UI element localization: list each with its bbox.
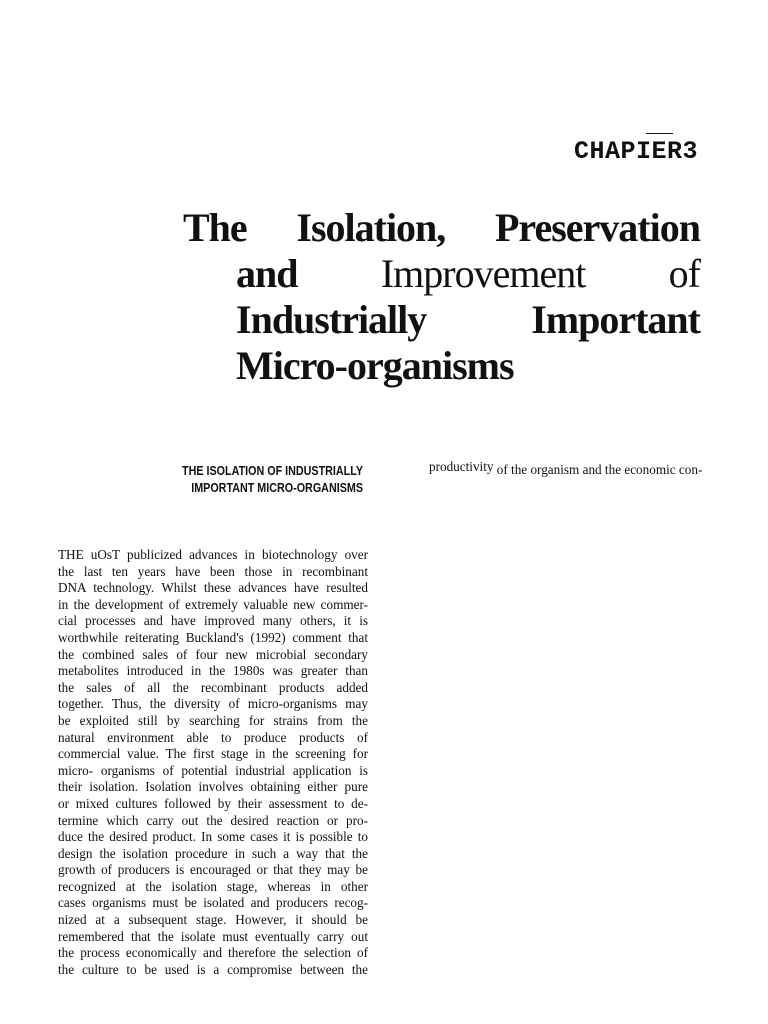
title-line-1 bbox=[183, 205, 700, 251]
body-line: micro- organisms of potential industrial application is bbox=[58, 762, 368, 778]
body-line: commercial value. The first stage in the screening for bbox=[58, 746, 368, 762]
title-word: The bbox=[183, 205, 247, 250]
body-line: in the development of extremely valuable new commer- bbox=[58, 596, 368, 612]
body-line: THE uOsT publicized advances in biotechnology over bbox=[58, 547, 368, 562]
title-word: Improvement bbox=[380, 251, 586, 296]
title-line-3 bbox=[183, 297, 700, 343]
body-text-fragment: productivity bbox=[429, 459, 494, 474]
chapter-label-text: CHAPIER3 bbox=[573, 137, 698, 166]
body-line: or mixed cultures followed by their assessment to de- bbox=[58, 795, 368, 811]
body-line: the last ten years have been those in recombinant bbox=[58, 563, 368, 579]
section-heading-line: IMPORTANT MICRO-ORGANISMS bbox=[191, 481, 363, 495]
title-word: Micro-organisms bbox=[236, 343, 514, 388]
body-line: duce the desired product. In some cases it is possible to bbox=[58, 829, 368, 845]
body-column-left bbox=[58, 547, 368, 978]
body-line: together. Thus, the diversity of micro-organisms may bbox=[58, 696, 368, 712]
body-line: worthwhile reiterating Buckland's (1992) comment that bbox=[58, 629, 368, 645]
chapter-label bbox=[574, 137, 698, 166]
body-line: the combined sales of four new microbial secondary bbox=[58, 646, 368, 662]
title-line-2 bbox=[183, 251, 700, 297]
title-line-4 bbox=[183, 343, 700, 389]
body-text-fragment: of the organism and the economic con- bbox=[493, 462, 703, 477]
body-line: metabolites introduced in the 1980s was greater than bbox=[58, 663, 368, 679]
title-word: Industrially bbox=[236, 297, 427, 342]
title-word: Preservation bbox=[495, 205, 700, 250]
title-word: and bbox=[236, 251, 298, 296]
chapter-label-overbar bbox=[646, 133, 673, 134]
body-line: their isolation. Isolation involves obtaining either pure bbox=[58, 779, 368, 795]
body-line: the culture to be used is a compromise between the bbox=[58, 961, 368, 977]
body-line: cases organisms must be isolated and producers recog- bbox=[58, 895, 368, 911]
body-line: cial processes and have improved many others, it is bbox=[58, 613, 368, 629]
body-line: natural environment able to produce products of bbox=[58, 729, 368, 745]
body-line: the sales of all the recombinant products added bbox=[58, 679, 368, 695]
title-word: Important bbox=[531, 297, 700, 342]
body-line: growth of producers is encouraged or that they may be bbox=[58, 862, 368, 878]
body-line: recognized at the isolation stage, whereas in other bbox=[58, 878, 368, 894]
section-heading bbox=[145, 463, 363, 497]
body-line: DNA technology. Whilst these advances have resulted bbox=[58, 580, 368, 596]
chapter-title bbox=[183, 205, 700, 389]
body-column-right bbox=[429, 461, 739, 479]
title-word: of bbox=[668, 251, 700, 296]
body-line: the process economically and therefore the selection of bbox=[58, 945, 368, 961]
body-line: nized at a subsequent stage. However, it should be bbox=[58, 912, 368, 928]
title-word: Isolation, bbox=[296, 205, 446, 250]
body-line: remembered that the isolate must eventually carry out bbox=[58, 928, 368, 944]
body-line: termine which carry out the desired reaction or pro- bbox=[58, 812, 368, 828]
section-heading-line: THE ISOLATION OF INDUSTRIALLY bbox=[182, 464, 363, 478]
body-line: design the isolation procedure in such a way that the bbox=[58, 845, 368, 861]
body-line: be exploited still by searching for strains from the bbox=[58, 712, 368, 728]
